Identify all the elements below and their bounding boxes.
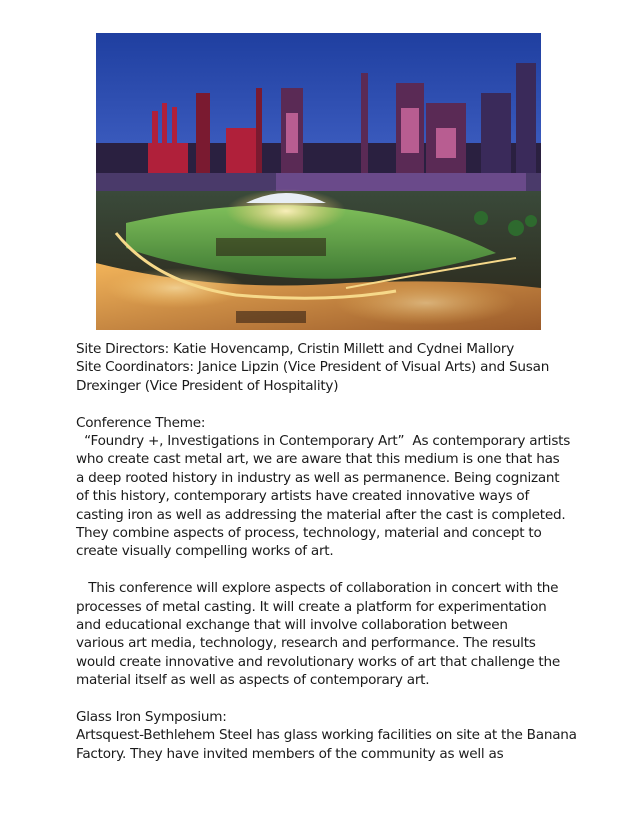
- collaboration-paragraph-line: various art media, technology, research and performance. The results: [76, 635, 536, 652]
- site-coordinators-line: Site Coordinators: Janice Lipzin (Vice President of Visual Arts) and Susan: [76, 359, 550, 376]
- spacer: [76, 561, 566, 579]
- symposium-paragraph-line: Factory. They have invited members of the community as well as: [76, 745, 504, 762]
- theme-paragraph-line: a deep rooted history in industry as well as permanence. Being cognizant: [76, 469, 560, 486]
- collaboration-paragraph-line: would create innovative and revolutionary works of art that challenge the: [76, 653, 560, 670]
- theme-paragraph-line: of this history, contemporary artists have created innovative ways of: [76, 488, 530, 505]
- theme-paragraph-line: They combine aspects of process, technology, material and concept to: [76, 525, 542, 542]
- spacer: [76, 690, 566, 708]
- spacer: [76, 395, 566, 413]
- symposium-paragraph-line: Artsquest-Bethlehem Steel has glass working facilities on site at the Banana: [76, 727, 577, 744]
- theme-paragraph-line: who create cast metal art, we are aware that this medium is one that has: [76, 451, 560, 468]
- theme-paragraph-line: create visually compelling works of art.: [76, 543, 334, 560]
- conference-theme-heading: Conference Theme:: [76, 414, 206, 431]
- theme-paragraph-line: casting iron as well as addressing the material after the cast is completed.: [76, 506, 566, 523]
- article-text: [76, 340, 577, 763]
- steelstacks-night-photo: [96, 33, 541, 330]
- site-coordinators-line-cont: Drexinger (Vice President of Hospitality): [76, 377, 339, 394]
- glass-iron-symposium-heading: Glass Iron Symposium:: [76, 709, 227, 726]
- collaboration-paragraph-line: This conference will explore aspects of collaboration in concert with the: [76, 580, 559, 597]
- collaboration-paragraph-line: and educational exchange that will involve collaboration between: [76, 617, 508, 634]
- collaboration-paragraph-line: material itself as well as aspects of contemporary art.: [76, 672, 430, 689]
- site-directors-line: Site Directors: Katie Hovencamp, Cristin Millett and Cydnei Mallory: [76, 341, 515, 357]
- theme-paragraph-line: “Foundry +, Investigations in Contemporary Art” As contemporary artists: [76, 433, 571, 450]
- collaboration-paragraph-line: processes of metal casting. It will create a platform for experimentation: [76, 598, 547, 615]
